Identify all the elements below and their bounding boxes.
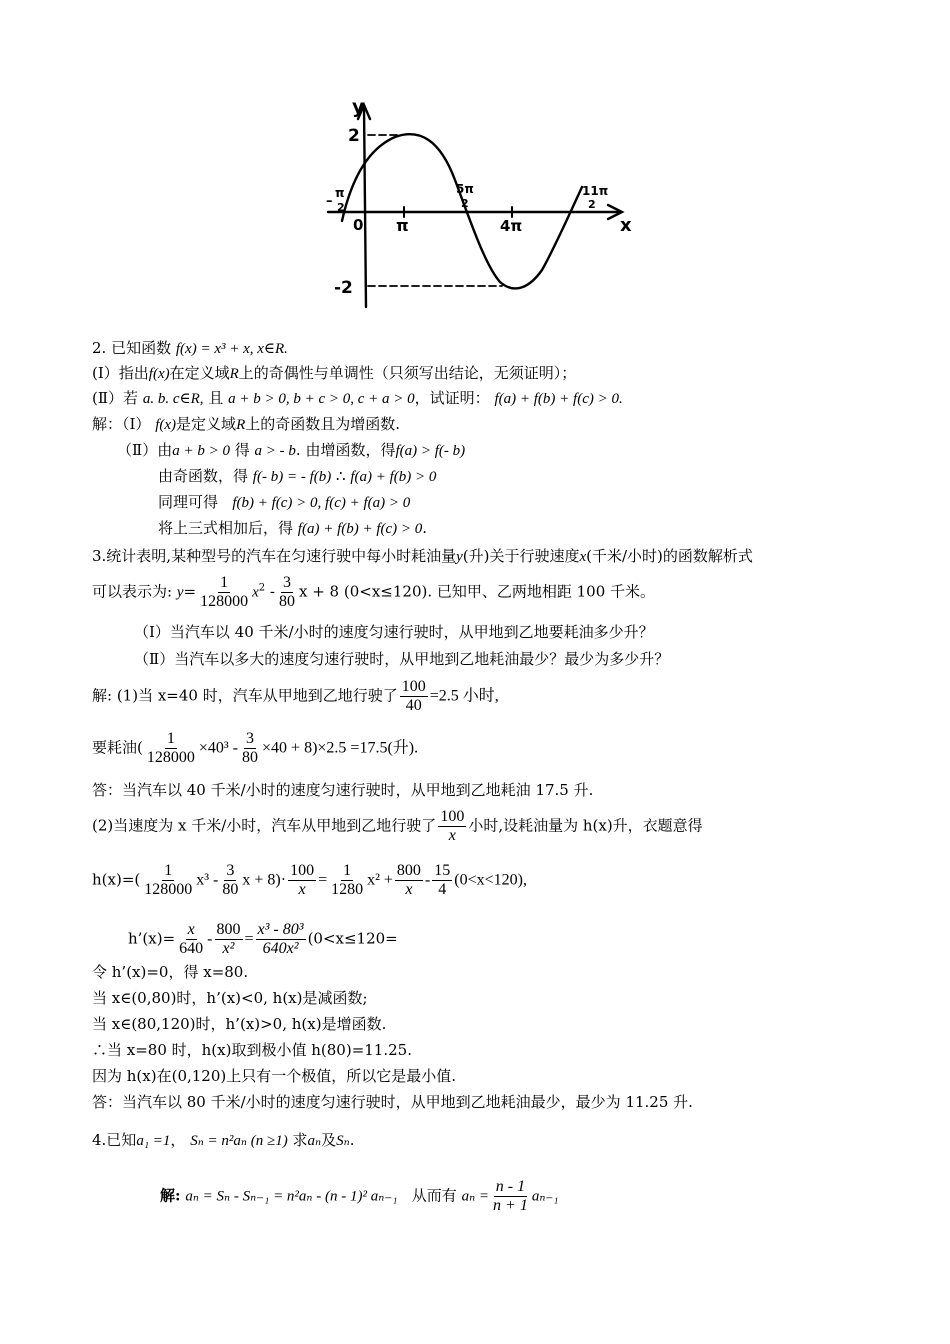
q3-answer1: 答：当汽车以 40 千米/小时的速度匀速行驶时，从甲地到乙地耗油 17.5 升. xyxy=(92,781,594,799)
q2-part2: (Ⅱ）若 a. b. c∈R, 且 a + b > 0, b + c > 0, c + a > 0，试证明： f(a) + f(b) + f(c) > 0. xyxy=(92,389,623,407)
q4-solution: 解: aₙ = Sₙ - Sₙ₋₁ = n²aₙ - (n - 1)² aₙ₋₁ 从而有 aₙ = $\frac{n - 1}{n + 1}$ aₙ₋₁ xyxy=(160,1178,559,1214)
q3-part1: （Ⅰ）当汽车以 40 千米/小时的速度匀速行驶时，从甲地到乙地要耗油多少升？ xyxy=(134,623,654,641)
q2-sol-1: 解：（Ⅰ） f(x)是定义域R上的奇函数且为增函数. xyxy=(92,415,401,433)
q3-line-l10: 因为 h(x)在(0,120)上只有一个极值，所以它是最小值. xyxy=(92,1067,457,1085)
tick-y-top: 2 xyxy=(348,126,360,146)
fraction: $\frac{1}{128000}$ xyxy=(200,574,249,610)
fraction: $\frac{3}{80}$ xyxy=(242,730,259,766)
tick-11pi2-den: 2 xyxy=(588,198,596,211)
q3-line-l8: 当 x∈(80,120)时，h’(x)>0, h(x)是增函数. xyxy=(92,1015,387,1033)
tick-y-bottom: -2 xyxy=(334,278,353,298)
q2-sol-2: （Ⅱ）由a + b > 0 得 a > - b. 由增函数，得f(a) > f(- b) xyxy=(117,441,466,459)
tick-origin: 0 xyxy=(353,216,364,234)
fraction: $\frac{3}{80}$ xyxy=(278,574,295,610)
q3-sol3: (2)当速度为 x 千米/小时，汽车从甲地到乙地行驶了 $\frac{100}{x}$ 小时,设耗油量为 h(x)升，衣题意得 xyxy=(92,808,703,844)
fraction: $\frac{100}{x}$ xyxy=(290,862,315,898)
fraction: $\frac{15}{4}$ xyxy=(434,862,451,898)
tick-11pi2-num: 11π xyxy=(582,184,609,198)
fraction: $\frac{800}{x}$ xyxy=(396,862,421,898)
fraction: $\frac{x}{640}$ xyxy=(179,921,204,957)
q3-sol4: h(x)=( $\frac{1}{128000}$ x³ - $\frac{3}{80}$ x + 8)· $\frac{100}{x}$ = $\frac{1}{1280}$ x² + $\frac{800}{x}$ - $\frac{15}{4}$ (0<x<120), xyxy=(92,862,527,898)
fraction: $\frac{100}{40}$ xyxy=(401,678,426,714)
tick-left-num: π xyxy=(335,186,345,200)
q4-statement: 4.已知a₁ =1， Sₙ = n²aₙ (n ≥1) 求aₙ及Sₙ. xyxy=(92,1131,355,1149)
tick-5pi2-num: 5π xyxy=(456,182,474,196)
q3-line1: 3.统计表明,某种型号的汽车在匀速行驶中每小时耗油量y(升)关于行驶速度x(千米/小时)的函数解析式 xyxy=(92,547,753,565)
q3-part2: （Ⅱ）当汽车以多大的速度匀速行驶时，从甲地到乙地耗油最少？最少为多少升？ xyxy=(134,650,670,668)
sine-graph xyxy=(320,95,660,320)
q3-sol2: 要耗油( $\frac{1}{128000}$ ×40³ - $\frac{3}{80}$ ×40 + 8)×2.5 =17.5(升). xyxy=(92,730,419,766)
q2-sol-3: 由奇函数，得 f(- b) = - f(b) ∴ f(a) + f(b) > 0 xyxy=(158,467,437,485)
fraction: $\frac{3}{80}$ xyxy=(222,862,239,898)
q3-line-l6: 令 h’(x)=0，得 x=80. xyxy=(92,963,249,981)
tick-5pi2-den: 2 xyxy=(461,197,469,210)
x-axis-label: x xyxy=(620,215,632,236)
fraction: $\frac{n - 1}{n + 1}$ xyxy=(493,1178,528,1214)
fraction: $\frac{1}{128000}$ xyxy=(146,730,195,766)
q2-sol-4: 同理可得 f(b) + f(c) > 0, f(c) + f(a) > 0 xyxy=(158,493,411,511)
q3-line-l9: ∴当 x=80 时，h(x)取到极小值 h(80)=11.25. xyxy=(92,1041,412,1059)
q3-line2: 可以表示为: y= $\frac{1}{128000}$ $x^2$ - $\frac{3}{80}$ x + 8 (0<x≤120). 已知甲、乙两地相距 100 千米。 xyxy=(92,574,656,610)
tick-left-den: 2 xyxy=(337,201,345,214)
q3-answer2: 答：当汽车以 80 千米/小时的速度匀速行驶时，从甲地到乙地耗油最少，最少为 11.25 升. xyxy=(92,1093,693,1111)
fraction: $\frac{800}{\text{x²}}$ xyxy=(216,921,241,957)
q3-line-l7: 当 x∈(0,80)时，h’(x)<0, h(x)是减函数; xyxy=(92,989,368,1007)
y-axis-label: y xyxy=(352,96,365,118)
fraction: $\frac{1}{128000}$ xyxy=(144,862,193,898)
tick-pi-label: π xyxy=(396,216,409,235)
q3-sol1: 解: (1)当 x=40 时，汽车从甲地到乙地行驶了 $\frac{100}{40}$ =2.5 小时, xyxy=(92,678,499,714)
fraction: $\frac{1}{1280}$ xyxy=(331,862,364,898)
y-axis xyxy=(364,107,366,307)
q2-function: f(x) = x³ + x, x∈R. xyxy=(175,341,288,357)
q3-sol5: h’(x)= $\frac{x}{640}$ - $\frac{800}{\text{x²}}$ = $\frac{\text{x³ - 80³}}{\text{640x²}}$ (0<x≤120= xyxy=(128,921,398,957)
fraction: $\frac{\text{x³ - 80³}}{\text{640x²}}$ xyxy=(257,921,304,957)
tick-4pi-label: 4π xyxy=(500,217,523,235)
q2-part1: (Ⅰ）指出f(x)在定义域R上的奇偶性与单调性（只须写出结论，无须证明）； xyxy=(92,364,577,382)
q2-statement xyxy=(92,338,288,359)
tick-left-label-minus: – xyxy=(326,194,333,209)
q2-prefix: 2. 已知函数 xyxy=(92,339,172,357)
q2-sol-5: 将上三式相加后，得 f(a) + f(b) + f(c) > 0. xyxy=(158,519,428,537)
fraction: $\frac{100}{x}$ xyxy=(440,808,465,844)
